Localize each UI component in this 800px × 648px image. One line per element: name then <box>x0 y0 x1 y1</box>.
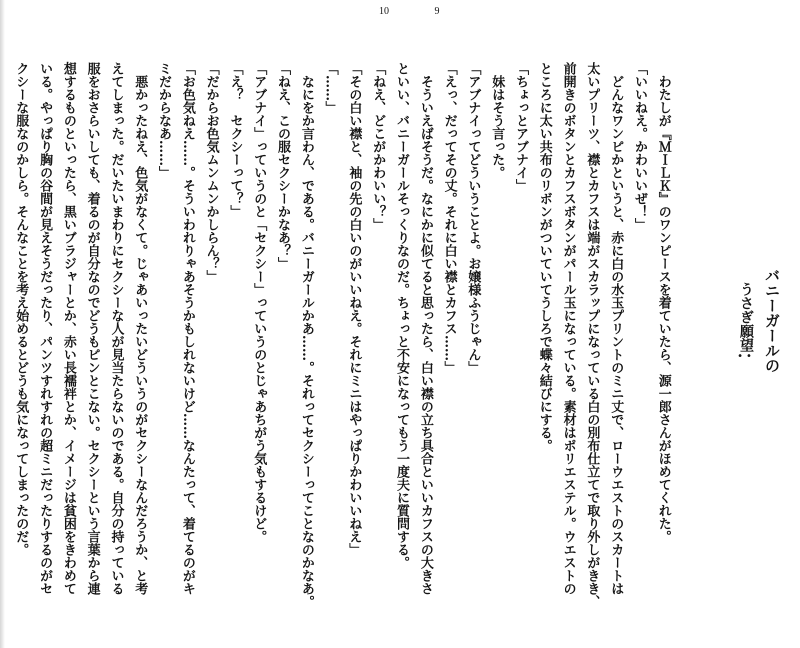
text-column: ところに太い共布のリボンがついていてうしろで蝶々結びにする。 <box>536 62 552 452</box>
scan-edge-shadow <box>0 0 5 648</box>
text-column: 想するものといったら、黒いブラジャーとか、赤い長襦袢とか、イメージは貧困をきわめて <box>60 62 76 595</box>
text-column: クシーな服なのかしら。そんなことを考え始めるとどうも気になってしまったのだ。 <box>13 62 29 556</box>
text-column: 悪かったねえ、色気がなくて。じゃあいったいどういうのがセクシーなんだろうか、と考 <box>132 75 148 595</box>
page-number-right: 9 <box>434 6 440 17</box>
chapter-title-line1: バニーガールの <box>763 268 781 373</box>
text-column: どんなワンピかというと、赤に白の水玉プリントのミニ丈で、ローウエストのスカートは <box>608 75 624 595</box>
page-number-left: 10 <box>379 6 389 17</box>
chapter-title-line2: うさぎ願望 <box>738 282 754 352</box>
body-text <box>8 62 674 622</box>
text-column: えてしまった。だいたいまわりにセクシーな人が見当たらないのである。自分の持っている <box>108 62 124 595</box>
text-column: 「だからお色気ムンムンかしらん？」 <box>203 62 219 283</box>
text-column: 「いいねえ。かわいいぜ！」 <box>631 62 647 231</box>
text-column: 「その白い襟と、袖の先の白いのがいいねえ。それにミニはやっぱりかわいいねえ」 <box>346 62 362 556</box>
text-column: 「……」 <box>322 62 338 114</box>
text-column: わたしが『ＭＩＬＫ』のワンピースを着ていたら、源一郎さんがほめてくれた。 <box>655 75 671 543</box>
text-column: なにをか言わん、である。バニーガールかあ……。それってセクシーってことなのかなあ。 <box>298 75 314 608</box>
text-column: 「お色気ねえ……。そういわれりゃあそうかもしれないけど……なんたって、着てるのがキ <box>179 62 195 595</box>
text-column: 服をおさらいしても、着るのが自分なのでどうもピンとこない。セクシーという言葉から連 <box>84 62 100 595</box>
text-column: 「え？ セクシーって？」 <box>227 62 243 218</box>
text-column: 「えっ、だってその丈。それに白い襟とカフス……」 <box>441 62 457 374</box>
text-column: そういえばそうだ。なにかに似てると思ったら、白い襟の立ち具合といいカフスの大きさ <box>417 75 433 595</box>
text-column: ミだからなあ……」 <box>156 62 172 179</box>
text-column: 太いプリーツ、襟とカフスは端がスカラップになっている白の別布仕立てで取り外しがきき、 <box>584 62 600 608</box>
text-column: といい、バニーガールそっくりなのだ。ちょっと不安になってもう一度夫に質問する。 <box>394 62 410 569</box>
text-column: 前開きのボタンとカフスボタンがパール玉になっている。素材はポリエステル。ウエストの <box>560 62 576 595</box>
text-column: 「ちょっとアブナイ」 <box>513 62 528 192</box>
text-column: 「ねえ、どこがかわいい？」 <box>370 62 386 231</box>
title-ornament: •• <box>737 351 755 362</box>
text-column: 妹はそう言った。 <box>489 75 505 179</box>
text-column: 「アブナイってどういうことよ。お嬢様ふうじゃん」 <box>465 62 481 374</box>
text-column: いる。やっぱり胸の谷間が見えそうだったり、パンツすれすれの超ミニだったりするのがセ <box>37 62 53 595</box>
text-column: 「アブナイ」っていうのと「セクシー」っていうのとじゃあちがう気もするけど。 <box>251 62 267 543</box>
text-column: 「ねえ、この服セクシーかなあ？」 <box>275 62 291 270</box>
